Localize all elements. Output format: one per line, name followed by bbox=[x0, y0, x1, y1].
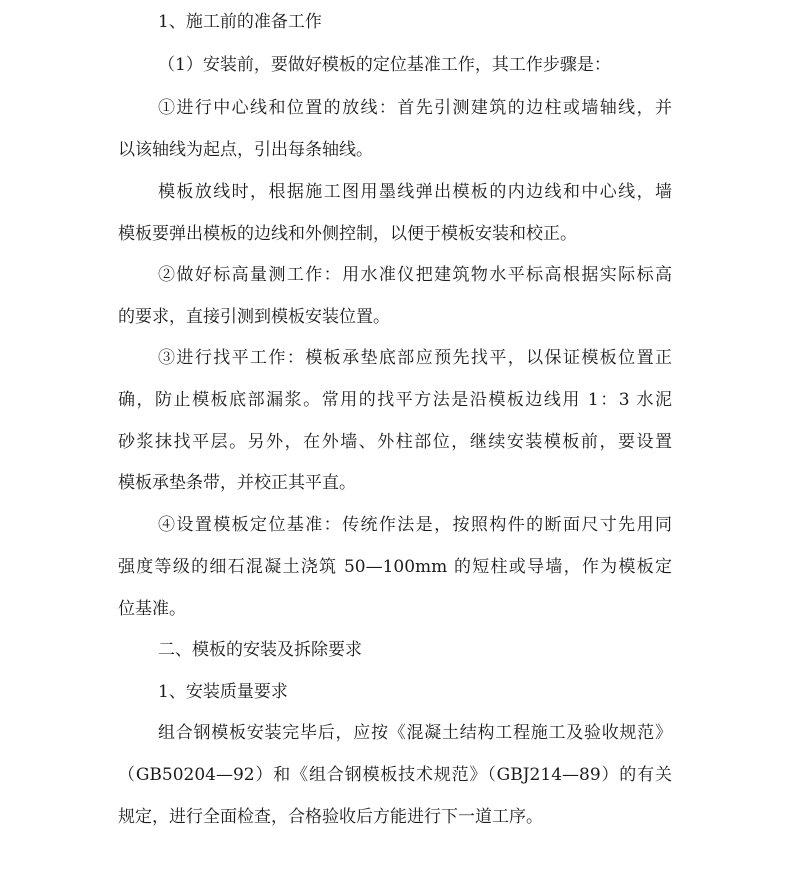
paragraph-text: 组合钢模板安装完毕后，应按《混凝土结构工程施工及验收规范》 bbox=[158, 723, 672, 743]
paragraph-text: 位基准。 bbox=[118, 599, 186, 619]
paragraph-text: 的要求，直接引测到模板安装位置。 bbox=[118, 307, 390, 327]
paragraph-text: 确，防止模板底部漏浆。常用的找平方法是沿模板边线用 1：3 水泥 bbox=[118, 390, 672, 410]
paragraph-text: ②做好标高量测工作：用水准仪把建筑物水平标高根据实际标高 bbox=[158, 265, 672, 285]
paragraph-text: 规定，进行全面检查，合格验收后方能进行下一道工序。 bbox=[118, 807, 543, 827]
paragraph-text: 强度等级的细石混凝土浇筑 50—100mm 的短柱或导墙，作为模板定 bbox=[118, 557, 672, 577]
paragraph-text: ①进行中心线和位置的放线：首先引测建筑的边柱或墙轴线，并 bbox=[158, 98, 672, 118]
paragraph-text: 模板放线时，根据施工图用墨线弹出模板的内边线和中心线，墙 bbox=[158, 182, 672, 202]
paragraph-text: 模板承垫条带，并校正其平直。 bbox=[118, 473, 356, 493]
paragraph-text: （1）安装前，要做好模板的定位基准工作，其工作步骤是： bbox=[158, 55, 611, 75]
paragraph-text: ④设置模板定位基准：传统作法是，按照构件的断面尺寸先用同 bbox=[158, 515, 672, 535]
paragraph-text: 砂浆抹找平层。另外，在外墙、外柱部位，继续安装模板前，要设置 bbox=[118, 432, 672, 452]
paragraph-text: （GB50204—92）和《组合钢模板技术规范》（GBJ214—89）的有关 bbox=[118, 765, 672, 785]
paragraph-text: 以该轴线为起点，引出每条轴线。 bbox=[118, 140, 373, 160]
paragraph-text: 模板要弹出模板的边线和外侧控制，以便于模板安装和校正。 bbox=[118, 224, 577, 244]
heading-text: 1、安装质量要求 bbox=[158, 682, 288, 702]
heading-text: 二、模板的安装及拆除要求 bbox=[158, 640, 362, 660]
paragraph-text: ③进行找平工作：模板承垫底部应预先找平，以保证模板位置正 bbox=[158, 348, 672, 368]
heading-text: 1、施工前的准备工作 bbox=[158, 12, 322, 32]
